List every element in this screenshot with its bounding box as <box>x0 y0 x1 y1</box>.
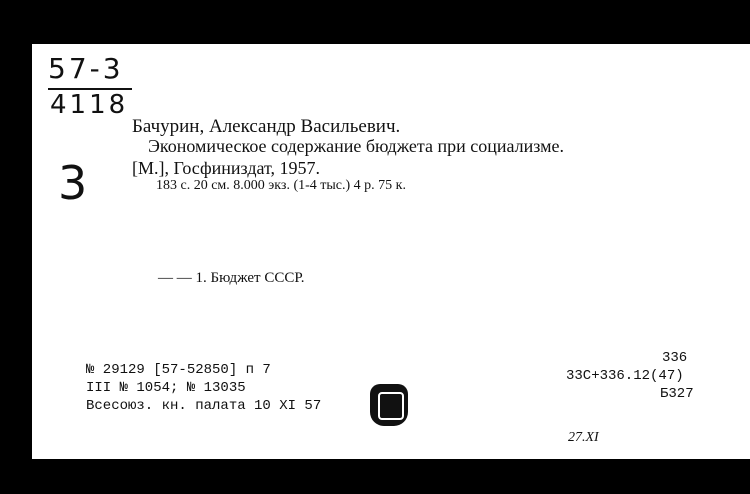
book-author: Бачурин, Александр Васильевич. <box>132 116 401 137</box>
record-line-2: III № 1054; № 13035 <box>86 380 246 396</box>
bottom-handwritten-note: 27.XI <box>568 430 599 445</box>
catalog-card <box>32 44 750 459</box>
library-stamp <box>370 384 408 426</box>
handwritten-number: 4118 <box>50 90 129 120</box>
classification-2: 33С+336.12(47) <box>566 368 684 384</box>
book-imprint: [М.], Госфиниздат, 1957. <box>132 158 321 178</box>
subject-heading: — — 1. Бюджет СССР. <box>158 270 305 286</box>
book-physical-description: 183 с. 20 см. 8.000 экз. (1-4 тыс.) 4 р. 75 к. <box>156 178 406 193</box>
handwritten-margin-note: 3 <box>58 156 91 210</box>
handwritten-code: 57-3 <box>48 52 124 85</box>
record-line-1: № 29129 [57-52850] п 7 <box>86 362 271 378</box>
classification-3: Б327 <box>660 386 694 402</box>
book-title: Экономическое содержание бюджета при социализме. <box>148 136 564 156</box>
classification-1: 336 <box>662 350 688 366</box>
record-line-3: Всесоюз. кн. палата 10 XI 57 <box>86 398 322 414</box>
